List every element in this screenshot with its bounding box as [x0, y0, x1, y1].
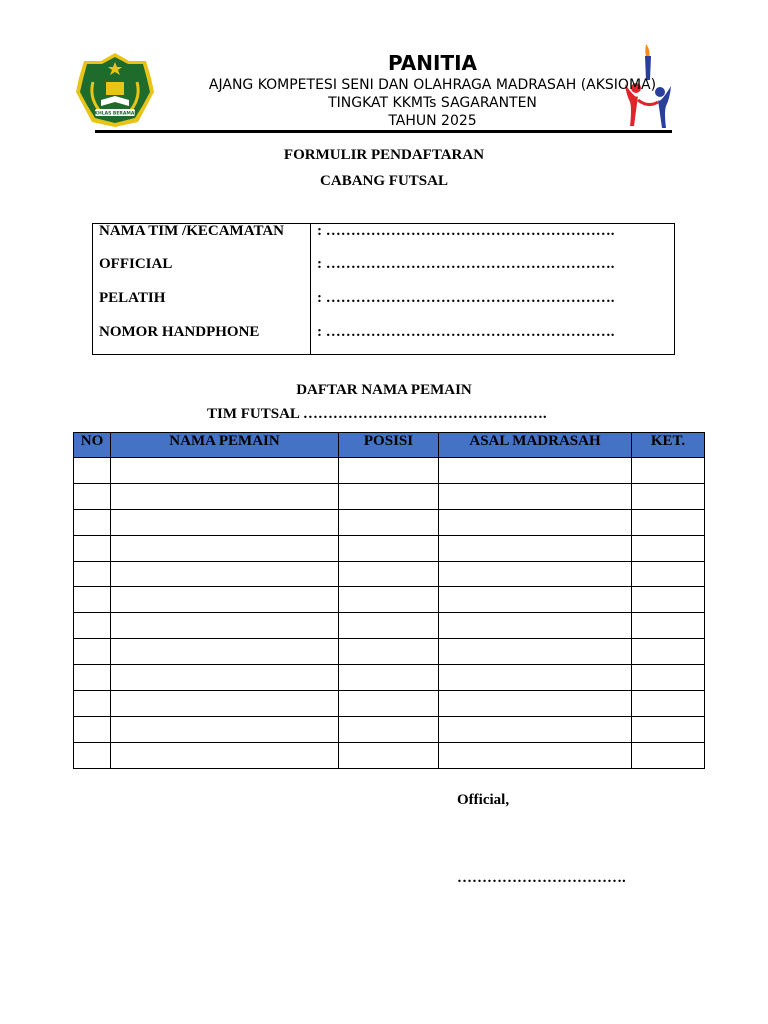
- table-cell[interactable]: [339, 483, 439, 509]
- info-label-team: NAMA TIM /KECAMATAN: [99, 223, 284, 239]
- header-level: TINGKAT KKMTs SAGARANTEN: [328, 95, 537, 111]
- table-cell[interactable]: [111, 665, 339, 691]
- table-cell[interactable]: [111, 561, 339, 587]
- table-cell[interactable]: [632, 535, 705, 561]
- table-cell[interactable]: [632, 665, 705, 691]
- column-header-player-name: NAMA PEMAIN: [111, 433, 339, 458]
- table-cell[interactable]: [111, 639, 339, 665]
- kemenag-emblem-logo: [75, 52, 155, 128]
- table-cell[interactable]: [632, 691, 705, 717]
- table-cell[interactable]: [339, 561, 439, 587]
- header-year: TAHUN 2025: [388, 113, 477, 129]
- info-field-team[interactable]: : ………………………………………………….: [317, 223, 615, 239]
- player-table-body: [74, 458, 705, 769]
- column-header-position: POSISI: [339, 433, 439, 458]
- table-cell[interactable]: [632, 639, 705, 665]
- table-cell[interactable]: [439, 716, 632, 742]
- table-cell[interactable]: [339, 665, 439, 691]
- table-cell[interactable]: [439, 483, 632, 509]
- table-cell[interactable]: [632, 561, 705, 587]
- info-label-phone: NOMOR HANDPHONE: [99, 324, 260, 340]
- table-cell[interactable]: [74, 458, 111, 484]
- table-cell[interactable]: [111, 716, 339, 742]
- table-cell[interactable]: [74, 509, 111, 535]
- info-label-coach: PELATIH: [99, 290, 166, 306]
- signature-label: Official,: [457, 792, 510, 808]
- table-cell[interactable]: [74, 716, 111, 742]
- table-cell[interactable]: [339, 509, 439, 535]
- column-header-notes: KET.: [632, 433, 705, 458]
- table-cell[interactable]: [74, 691, 111, 717]
- table-cell[interactable]: [439, 587, 632, 613]
- info-field-phone[interactable]: : ………………………………………………….: [317, 324, 615, 340]
- info-label-official: OFFICIAL: [99, 256, 173, 272]
- table-cell[interactable]: [74, 665, 111, 691]
- table-cell[interactable]: [111, 691, 339, 717]
- table-cell[interactable]: [339, 613, 439, 639]
- table-cell[interactable]: [339, 458, 439, 484]
- table-cell[interactable]: [439, 691, 632, 717]
- table-row: [74, 665, 705, 691]
- table-cell[interactable]: [111, 535, 339, 561]
- table-cell[interactable]: [439, 535, 632, 561]
- team-name-line[interactable]: TIM FUTSAL ………………………………………….: [207, 406, 547, 422]
- table-cell[interactable]: [339, 742, 439, 768]
- table-cell[interactable]: [632, 613, 705, 639]
- table-cell[interactable]: [339, 716, 439, 742]
- info-field-official[interactable]: : ………………………………………………….: [317, 256, 615, 272]
- table-header-row: [74, 433, 705, 458]
- table-cell[interactable]: [111, 587, 339, 613]
- table-cell[interactable]: [439, 742, 632, 768]
- table-cell[interactable]: [74, 613, 111, 639]
- table-cell[interactable]: [74, 742, 111, 768]
- table-cell[interactable]: [111, 458, 339, 484]
- table-cell[interactable]: [632, 509, 705, 535]
- player-table: [73, 432, 705, 769]
- table-cell[interactable]: [439, 509, 632, 535]
- team-info-divider: [310, 223, 311, 355]
- table-cell[interactable]: [111, 509, 339, 535]
- table-row: [74, 742, 705, 768]
- table-cell[interactable]: [339, 535, 439, 561]
- table-row: [74, 561, 705, 587]
- table-cell[interactable]: [439, 458, 632, 484]
- table-cell[interactable]: [339, 587, 439, 613]
- column-header-no: NO: [74, 433, 111, 458]
- table-cell[interactable]: [439, 639, 632, 665]
- table-cell[interactable]: [74, 587, 111, 613]
- table-row: [74, 509, 705, 535]
- table-cell[interactable]: [74, 535, 111, 561]
- header-title: PANITIA: [387, 51, 478, 75]
- header-divider: [95, 130, 672, 133]
- signature-line[interactable]: …………………………….: [457, 870, 626, 886]
- table-cell[interactable]: [74, 561, 111, 587]
- table-cell[interactable]: [632, 716, 705, 742]
- table-cell[interactable]: [439, 561, 632, 587]
- table-row: [74, 587, 705, 613]
- form-subtitle: CABANG FUTSAL: [320, 173, 448, 189]
- table-cell[interactable]: [339, 639, 439, 665]
- table-cell[interactable]: [111, 483, 339, 509]
- table-row: [74, 639, 705, 665]
- table-row: [74, 458, 705, 484]
- table-cell[interactable]: [439, 613, 632, 639]
- table-cell[interactable]: [632, 483, 705, 509]
- logo-motto-text: IKHLAS BERAMAL: [92, 111, 138, 117]
- table-row: [74, 716, 705, 742]
- table-cell[interactable]: [111, 613, 339, 639]
- form-title: FORMULIR PENDAFTARAN: [283, 147, 485, 163]
- table-row: [74, 613, 705, 639]
- table-cell[interactable]: [632, 458, 705, 484]
- table-row: [74, 483, 705, 509]
- table-cell[interactable]: [632, 742, 705, 768]
- table-row: [74, 535, 705, 561]
- table-cell[interactable]: [632, 587, 705, 613]
- info-field-coach[interactable]: : ………………………………………………….: [317, 290, 615, 306]
- table-cell[interactable]: [111, 742, 339, 768]
- player-list-title: DAFTAR NAMA PEMAIN: [296, 382, 472, 398]
- column-header-madrasah: ASAL MADRASAH: [439, 433, 632, 458]
- table-cell[interactable]: [74, 639, 111, 665]
- table-cell[interactable]: [439, 665, 632, 691]
- table-cell[interactable]: [74, 483, 111, 509]
- table-cell[interactable]: [339, 691, 439, 717]
- table-row: [74, 691, 705, 717]
- header-event-name: AJANG KOMPETESI SENI DAN OLAHRAGA MADRASAH (AKSIOMA): [208, 77, 657, 93]
